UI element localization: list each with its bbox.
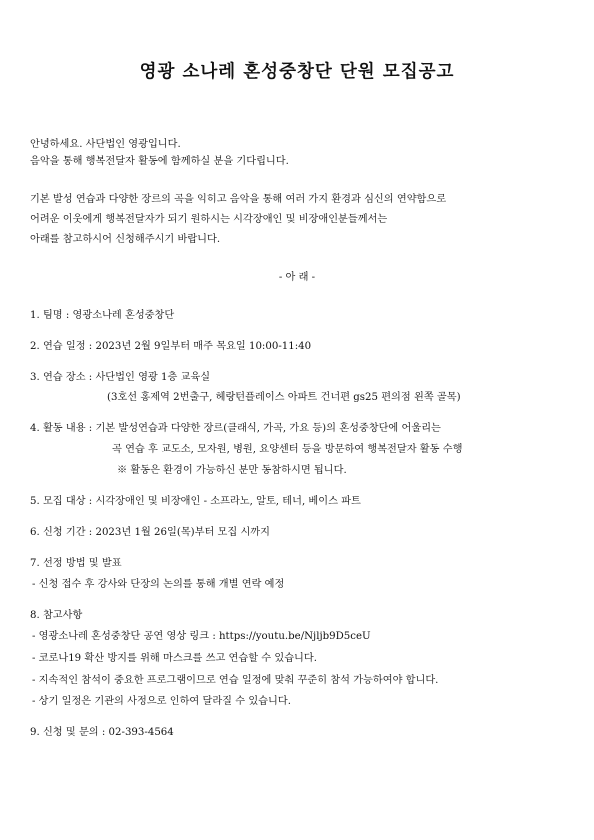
notice-title: 영광 소나레 혼성중창단 단원 모집공고 <box>139 62 455 82</box>
note-item: - 영광소나레 혼성중창단 공연 영상 링크 : https://youtu.be/Njljb9D5ceU <box>32 631 371 642</box>
item-activity-note: ※ 활동은 환경이 가능하신 분만 동참하시면 됩니다. <box>117 465 347 476</box>
item-contact: 9. 신청 및 문의 : 02-393-4564 <box>30 727 174 738</box>
note-item: - 코로나19 확산 방지를 위해 마스크를 쓰고 연습할 수 있습니다. <box>32 653 317 664</box>
item-place: 3. 연습 장소 : 사단법인 영광 1층 교육실 <box>30 372 211 383</box>
item-place-detail: (3호선 홍제역 2번출구, 헤랑턴플레이스 아파트 건너편 gs25 편의점 왼쪽 골목) <box>107 392 461 403</box>
greeting-line: 안녕하세요. 사단법인 영광입니다. <box>30 139 181 150</box>
item-activity-continued: 곡 연습 후 교도소, 모자원, 병원, 요양센터 등을 방문하여 행복전달자 활동 수행 <box>112 444 463 455</box>
note-item: - 지속적인 참석이 중요한 프로그램이므로 연습 일정에 맞춰 꾸준히 참석 가능하여야 합니다. <box>32 675 439 686</box>
item-selection-detail: - 신청 접수 후 강사와 단장의 논의를 통해 개별 연락 예정 <box>32 579 285 590</box>
item-activity: 4. 활동 내용 : 기본 발성연습과 다양한 장르(클래식, 가곡, 가요 등)의 혼성중창단에 어울리는 <box>30 423 441 434</box>
item-team: 1. 팀명 : 영광소나레 혼성중창단 <box>30 310 175 321</box>
item-period: 6. 신청 기간 : 2023년 1월 26일(목)부터 모집 시까지 <box>30 527 270 538</box>
item-selection: 7. 선정 방법 및 발표 <box>30 558 122 569</box>
item-notes-heading: 8. 참고사항 <box>30 610 83 621</box>
item-target: 5. 모집 대상 : 시각장애인 및 비장애인 - 소프라노, 알토, 테너, 베이스 파트 <box>30 496 361 507</box>
intro-line: 기본 발성 연습과 다양한 장르의 곡을 익히고 음악을 통해 여러 가지 환경과 심신의 연약함으로 <box>30 194 447 205</box>
intro-line: 아래를 참고하시어 신청해주시기 바랍니다. <box>30 234 221 245</box>
section-heading: - 아 래 - <box>278 272 316 283</box>
intro-line: 어려운 이웃에게 행복전달자가 되기 원하시는 시각장애인 및 비장애인분들께서는 <box>30 214 388 225</box>
note-item: - 상기 일정은 기관의 사정으로 인하여 달라질 수 있습니다. <box>32 696 291 707</box>
item-schedule: 2. 연습 일정 : 2023년 2월 9일부터 매주 목요일 10:00-11:40 <box>30 341 312 352</box>
greeting-line: 음악을 통해 행복전달자 활동에 함께하실 분을 기다립니다. <box>30 156 289 167</box>
